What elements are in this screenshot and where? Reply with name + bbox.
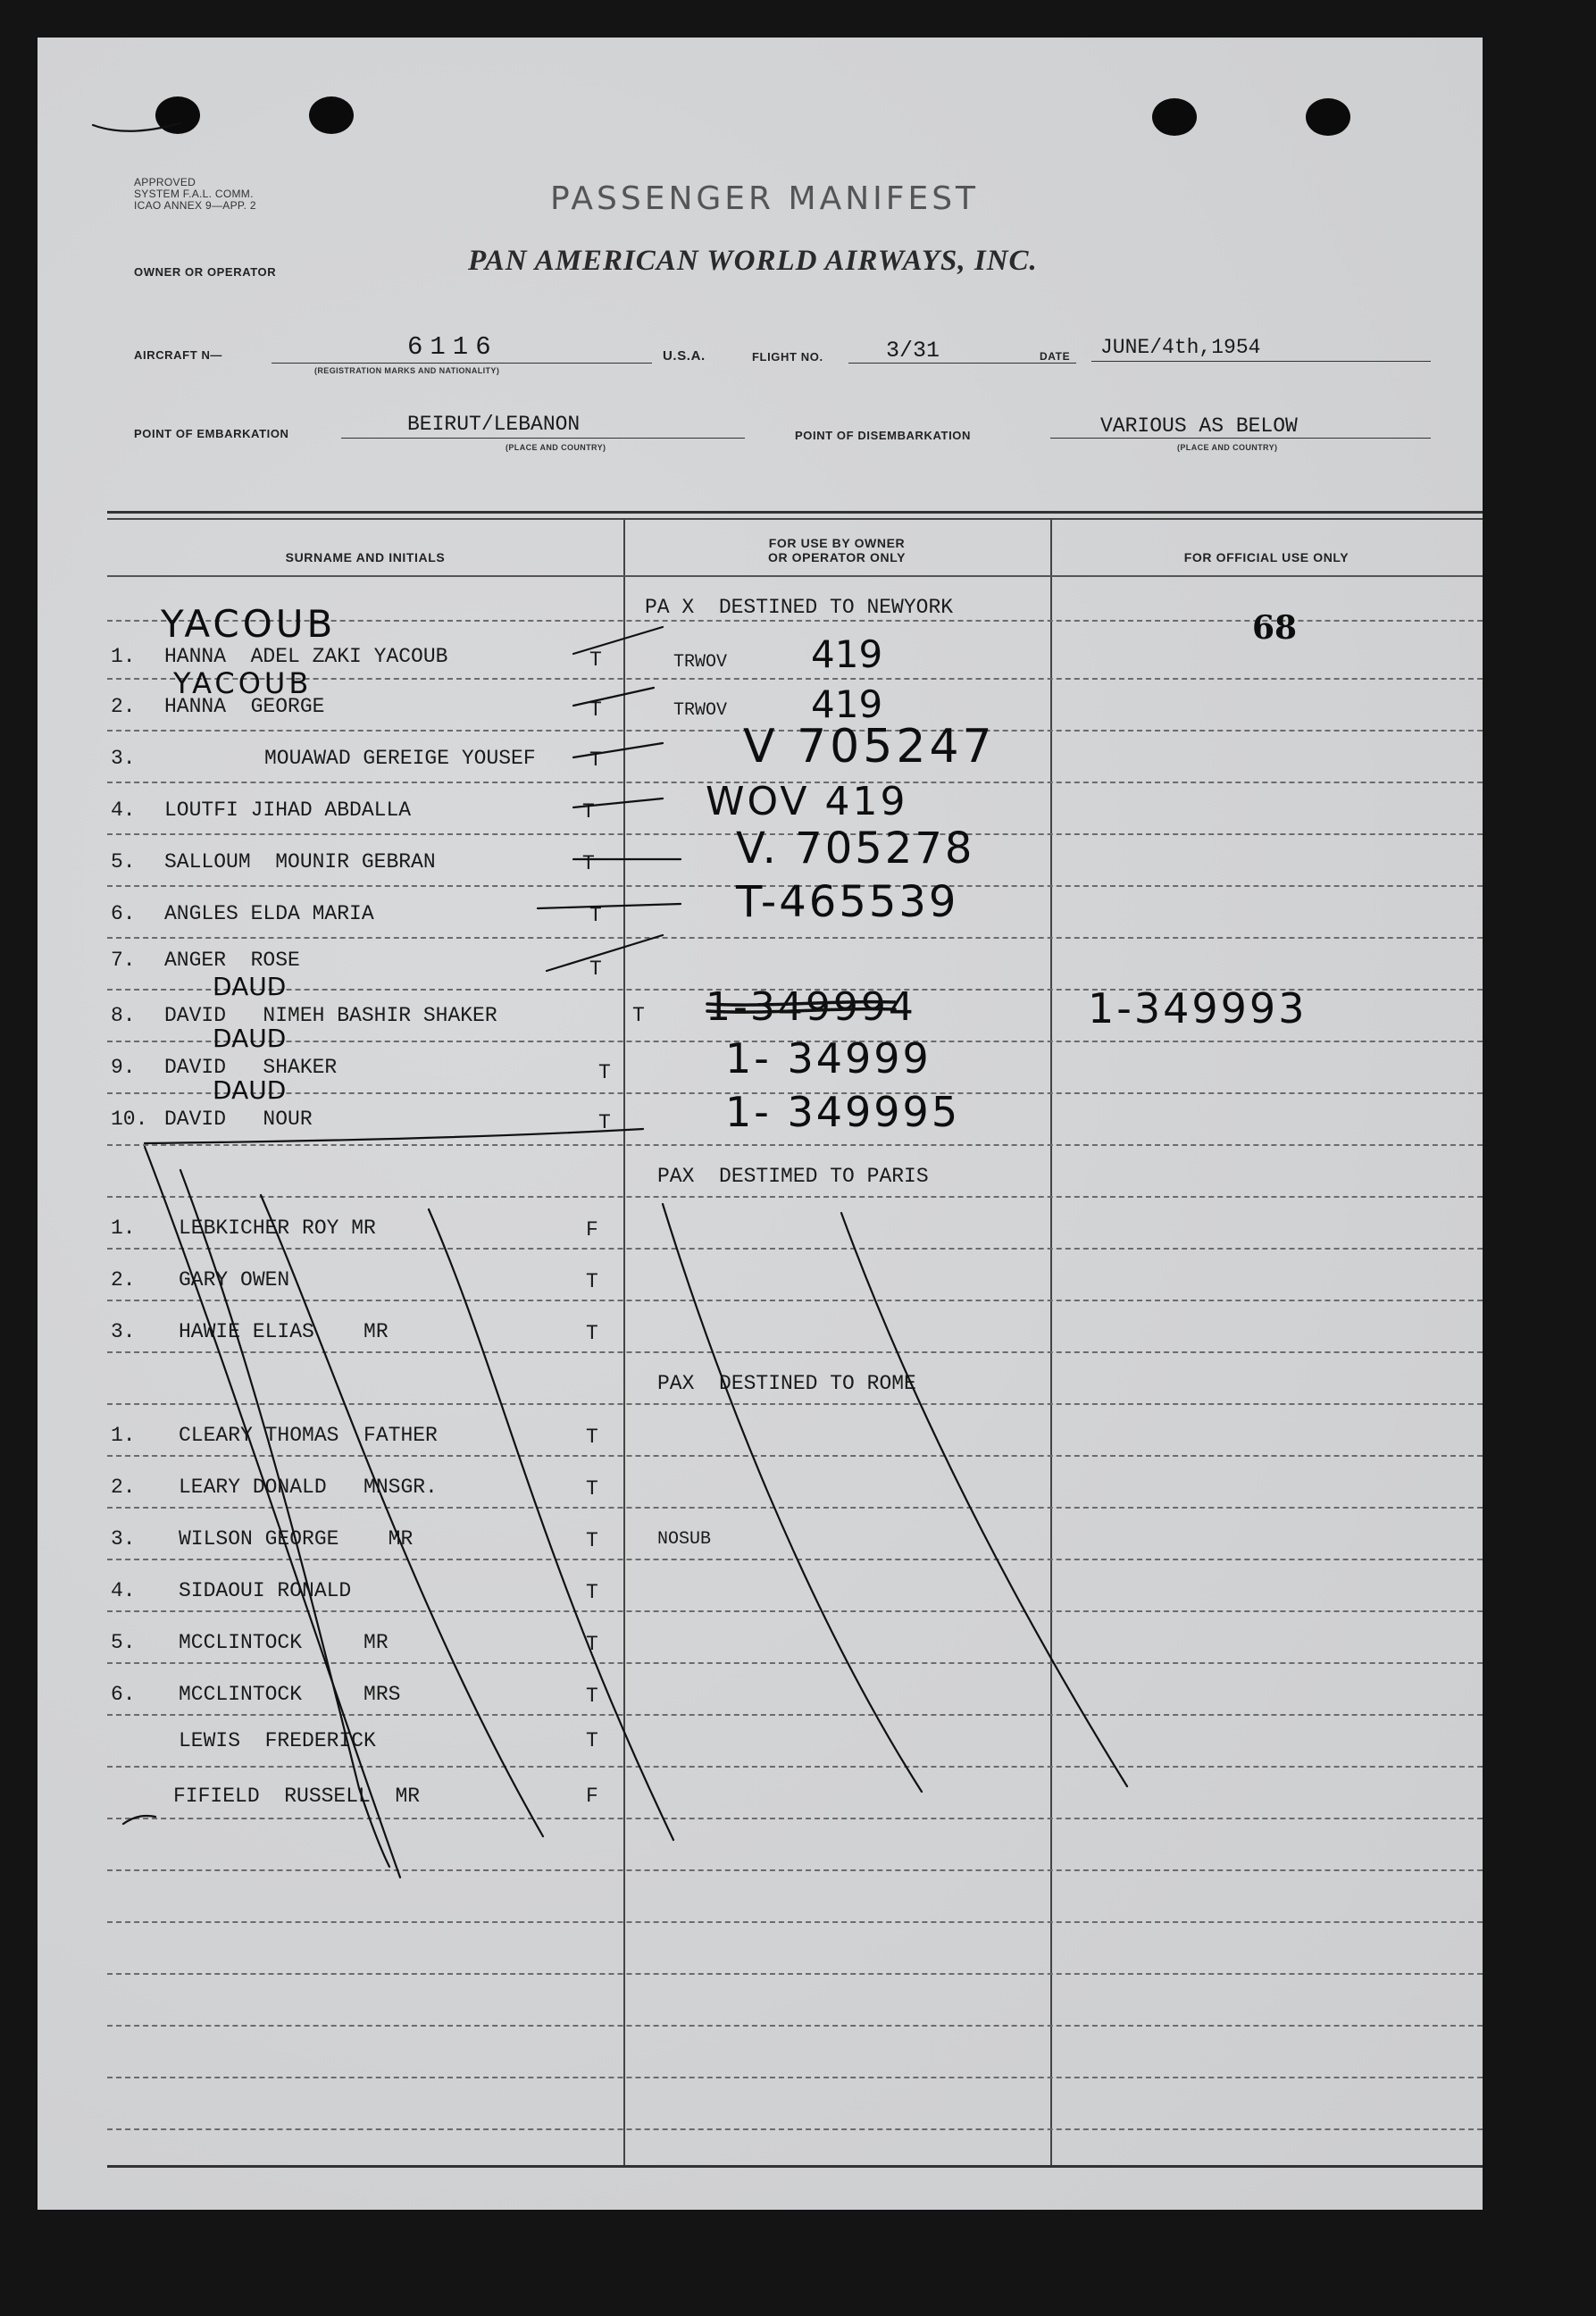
- passenger-code: T: [589, 648, 602, 672]
- passenger-code: F: [586, 1785, 598, 1808]
- passenger-name: DAVID SHAKER: [164, 1056, 338, 1079]
- passenger-name: LOUTFI JIHAD ABDALLA: [164, 798, 412, 822]
- disembarkation-value: VARIOUS AS BELOW: [1100, 414, 1298, 438]
- row-number: 1.: [111, 1424, 136, 1447]
- row-number: 4.: [111, 798, 136, 822]
- embarkation-sublabel: (PLACE AND COUNTRY): [506, 443, 606, 452]
- passenger-name: DAVID NOUR: [164, 1108, 313, 1131]
- row-number: 6.: [111, 902, 136, 925]
- row-number: 3.: [111, 747, 136, 770]
- passenger-code: T: [586, 1685, 598, 1708]
- approval-line: SYSTEM F.A.L. COMM.: [134, 188, 254, 200]
- ticket-number: WOV 419: [706, 779, 908, 824]
- ticket-prefix: TRWOV: [673, 700, 728, 721]
- passenger-code: T: [586, 1581, 598, 1604]
- row-number: 6.: [111, 1683, 136, 1706]
- passenger-code: T: [589, 904, 602, 927]
- official-count: 68: [1252, 609, 1298, 647]
- column-header-official: FOR OFFICIAL USE ONLY: [1183, 550, 1349, 564]
- flight-number: 3/31: [886, 338, 940, 364]
- passenger-code: T: [586, 1477, 598, 1501]
- ticket-number-struck: 1-349994: [706, 984, 916, 1030]
- passenger-name: SIDAOUI RONALD: [179, 1579, 352, 1602]
- handwritten-annotation: YACOUB: [173, 666, 313, 700]
- remark-nosub: NOSUB: [657, 1529, 712, 1550]
- passenger-name: MCCLINTOCK MR: [179, 1631, 389, 1654]
- passenger-code: T: [586, 1270, 598, 1293]
- form-title: PASSENGER MANIFEST: [550, 180, 980, 217]
- passenger-name: HANNA GEORGE: [164, 695, 325, 718]
- row-number: 2.: [111, 1476, 136, 1499]
- passenger-name: LEWIS FREDERICK: [179, 1729, 376, 1752]
- row-number: 10.: [111, 1108, 148, 1131]
- approval-line: ICAO ANNEX 9—APP. 2: [134, 199, 256, 212]
- country-label: U.S.A.: [663, 348, 706, 364]
- passenger-code: T: [589, 957, 602, 981]
- passenger-name: ANGLES ELDA MARIA: [164, 902, 374, 925]
- passenger-code: T: [589, 698, 602, 722]
- ticket-number: 1- 349995: [725, 1088, 961, 1136]
- passenger-code: T: [586, 1729, 598, 1752]
- handwritten-annotation: DAUD: [213, 972, 287, 1001]
- passenger-name: MOUAWAD GEREIGE YOUSEF: [264, 747, 536, 770]
- ticket-number: 1- 34999: [725, 1034, 932, 1083]
- row-number: 9.: [111, 1056, 136, 1079]
- column-header-surname: SURNAME AND INITIALS: [285, 550, 446, 564]
- row-number: 3.: [111, 1320, 136, 1343]
- aircraft-number: 6116: [407, 332, 498, 362]
- row-number: 3.: [111, 1527, 136, 1551]
- embarkation-label: POINT OF EMBARKATION: [134, 427, 289, 440]
- handwritten-annotation: DAUD: [213, 1075, 287, 1105]
- ticket-prefix: TRWOV: [673, 652, 728, 673]
- ticket-number: T-465539: [736, 877, 959, 927]
- passenger-code: F: [586, 1218, 598, 1242]
- rome-header: PAX DESTINED TO ROME: [657, 1372, 916, 1395]
- ticket-number: V 705247: [743, 720, 996, 773]
- passenger-name: HAWIE ELIAS MR: [179, 1320, 389, 1343]
- passenger-name: FIFIELD RUSSELL MR: [173, 1785, 421, 1808]
- passenger-name: WILSON GEORGE MR: [179, 1527, 414, 1551]
- row-number: 1.: [111, 645, 136, 668]
- passenger-name: HANNA ADEL ZAKI YACOUB: [164, 645, 448, 668]
- passenger-code: T: [598, 1111, 611, 1134]
- row-number: 1.: [111, 1217, 136, 1240]
- date-value: JUNE/4th,1954: [1100, 336, 1261, 359]
- passenger-code: T: [586, 1529, 598, 1552]
- flight-label: FLIGHT NO.: [752, 350, 823, 364]
- row-number: 4.: [111, 1579, 136, 1602]
- approval-line: APPROVED: [134, 176, 196, 188]
- ticket-number: 419: [811, 682, 883, 726]
- passenger-code: T: [586, 1633, 598, 1656]
- ticket-number: 419: [811, 632, 883, 676]
- row-number: 2.: [111, 695, 136, 718]
- passenger-code: T: [589, 748, 602, 772]
- official-ticket-number: 1-349993: [1088, 984, 1308, 1033]
- handwriting-strokes: [38, 38, 1483, 2210]
- passenger-code: T: [582, 852, 595, 875]
- passenger-code: T: [586, 1322, 598, 1345]
- row-number: 8.: [111, 1004, 136, 1027]
- passenger-name: ANGER ROSE: [164, 949, 300, 972]
- handwritten-annotation: YACOUB: [161, 602, 337, 646]
- passenger-code: T: [632, 1004, 645, 1027]
- passenger-name: SALLOUM MOUNIR GEBRAN: [164, 850, 436, 874]
- passenger-code: T: [582, 800, 595, 824]
- embarkation-value: BEIRUT/LEBANON: [407, 413, 581, 436]
- owner-use-line: OR OPERATOR ONLY: [767, 550, 907, 564]
- company-name: PAN AMERICAN WORLD AIRWAYS, INC.: [468, 245, 1038, 277]
- passenger-name: LEBKICHER ROY MR: [179, 1217, 376, 1240]
- row-number: 7.: [111, 949, 136, 972]
- passenger-name: MCCLINTOCK MRS: [179, 1683, 401, 1706]
- owner-use-line: FOR USE BY OWNER: [768, 536, 906, 550]
- disembarkation-label: POINT OF DISEMBARKATION: [795, 429, 971, 442]
- ticket-number: V. 705278: [736, 824, 975, 874]
- passenger-name: DAVID NIMEH BASHIR SHAKER: [164, 1004, 497, 1027]
- paris-header: PAX DESTIMED TO PARIS: [657, 1165, 929, 1188]
- row-number: 5.: [111, 850, 136, 874]
- aircraft-label: AIRCRAFT N—: [134, 348, 223, 362]
- disembarkation-sublabel: (PLACE AND COUNTRY): [1177, 443, 1278, 452]
- row-number: 2.: [111, 1268, 136, 1292]
- handwritten-annotation: DAUD: [213, 1024, 287, 1053]
- passenger-code: T: [586, 1426, 598, 1449]
- owner-label: OWNER OR OPERATOR: [134, 265, 277, 279]
- passenger-name: GARY OWEN: [179, 1268, 290, 1292]
- passenger-name: LEARY DONALD MNSGR.: [179, 1476, 438, 1499]
- row-number: 5.: [111, 1631, 136, 1654]
- date-label: DATE: [1040, 350, 1071, 363]
- passenger-name: CLEARY THOMAS FATHER: [179, 1424, 438, 1447]
- new-york-header: PA X DESTINED TO NEWYORK: [645, 596, 954, 619]
- aircraft-sublabel: (REGISTRATION MARKS AND NATIONALITY): [314, 366, 500, 375]
- passenger-code: T: [598, 1061, 611, 1084]
- manifest-sheet: [38, 38, 1483, 2210]
